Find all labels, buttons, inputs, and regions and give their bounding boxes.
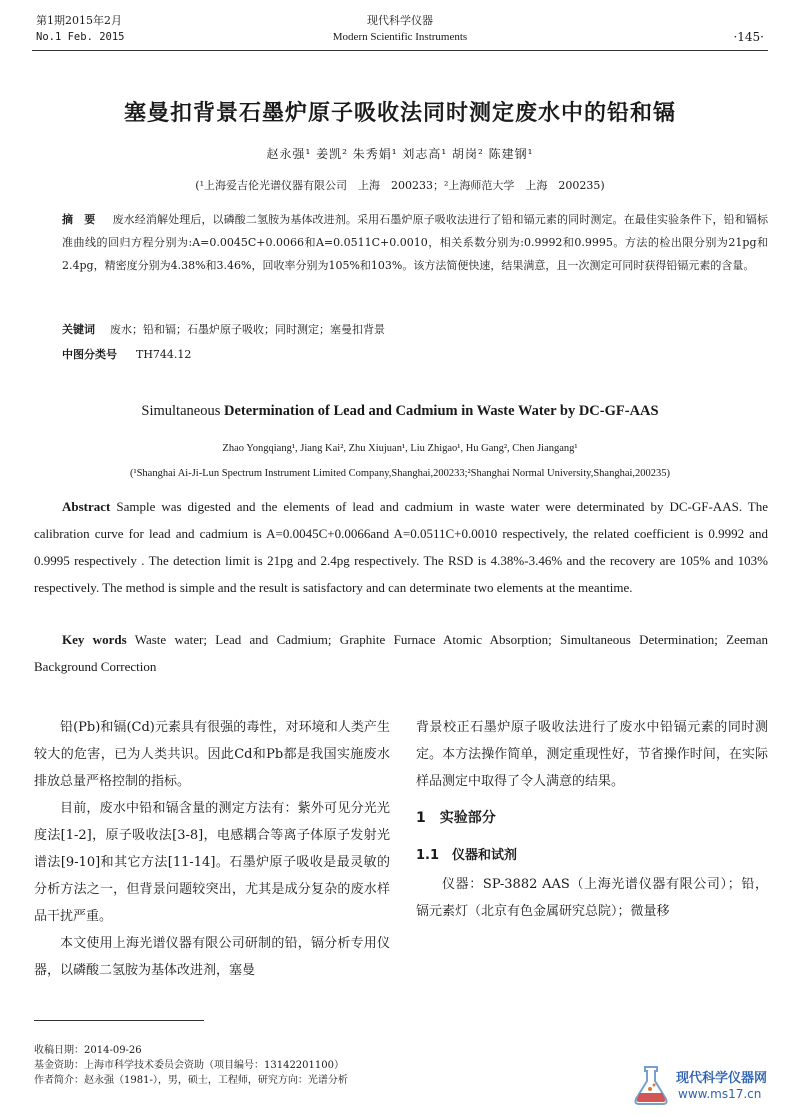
footnote-funding: 基金资助：上海市科学技术委员会资助（项目编号：13142201100） <box>34 1060 344 1071</box>
header-rule <box>32 50 768 51</box>
keywords-cn <box>62 318 768 341</box>
body-left-p1: 铅(Pb)和镉(Cd)元素具有很强的毒性，对环境和人类产生较大的危害，已为人类共识。因此Cd和Pb都是我国实施废水排放总量严格控制的指标。 <box>34 720 390 789</box>
section-1-heading: 1 实验部分 <box>416 810 496 826</box>
keywords-cn-label: 关键词 <box>62 323 95 336</box>
keywords-en-label: Key words <box>62 632 127 647</box>
section-1-1-heading: 1.1 仪器和试剂 <box>416 848 518 863</box>
keywords-en <box>34 626 768 680</box>
abstract-en <box>34 493 768 601</box>
issue-en: No.1 Feb. 2015 <box>36 31 125 43</box>
classification-cn-label: 中图分类号 <box>62 348 117 361</box>
classification-cn-text: TH744.12 <box>136 348 192 361</box>
classification-cn <box>62 343 768 366</box>
abstract-cn <box>62 208 768 277</box>
journal-en: Modern Scientific Instruments <box>332 31 468 43</box>
body-left-p2: 目前，废水中铅和镉含量的测定方法有：紫外可见分光光度法[1-2]，原子吸收法[3-8]，电感耦合等离子体原子发射光谱法[9-10]和其它方法[11-14]。石墨炉原子吸收是最灵敏的分析方法之一，但背景问题较突出，尤其是成分复杂的废水样品干扰严重。 <box>34 801 390 924</box>
keywords-en-text: Waste water; Lead and Cadmium; Graphite Furnace Atomic Absorption; Simultaneous Determination; Zeeman Background Correction <box>34 632 768 674</box>
title-en-part1: Simultaneous <box>141 403 224 419</box>
affiliation-cn: (¹上海爱吉伦光谱仪器有限公司 上海 200233；²上海师范大学 上海 200235) <box>195 179 605 192</box>
footnote-rule <box>34 1020 204 1021</box>
abstract-en-label: Abstract <box>62 499 111 514</box>
issue-cn: 第1期2015年2月 <box>36 14 122 27</box>
abstract-cn-label: 摘 要 <box>62 213 96 226</box>
watermark-url: www.ms17.cn <box>678 1087 762 1101</box>
body-right-p2: 仪器：SP-3882 AAS（上海光谱仪器有限公司）；铅，镉元素灯（北京有色金属研究总院）；微量移 <box>416 877 768 919</box>
body-right-column <box>416 714 768 925</box>
watermark <box>628 1063 768 1107</box>
keywords-cn-text: 废水；铅和镉；石墨炉原子吸收；同时测定；塞曼扣背景 <box>110 323 385 336</box>
body-left-column <box>34 714 390 984</box>
footnote-author: 作者简介：赵永强（1981-），男，硕士，工程师，研究方向：光谱分析 <box>34 1075 348 1086</box>
watermark-name: 现代科学仪器网 <box>676 1071 768 1086</box>
authors-cn: 赵永强¹ 姜凯² 朱秀娟¹ 刘志高¹ 胡岗² 陈建钢¹ <box>266 147 534 161</box>
affiliation-en: (¹Shanghai Ai-Ji-Lun Spectrum Instrument Limited Company,Shanghai,200233;²Shanghai Normal University,Shanghai,200235) <box>129 468 671 479</box>
page-number: ·145· <box>733 30 764 44</box>
title-en-part2: Determination of Lead and Cadmium in Waste Water by DC-GF-AAS <box>223 403 659 419</box>
authors-en: Zhao Yongqiang¹, Jiang Kai², Zhu Xiujuan¹, Liu Zhigao¹, Hu Gang², Chen Jiangang¹ <box>222 443 578 454</box>
journal-cn: 现代科学仪器 <box>367 14 433 27</box>
title-cn: 塞曼扣背景石墨炉原子吸收法同时测定废水中的铅和镉 <box>123 100 676 126</box>
watermark-flask-icon <box>628 1063 674 1107</box>
abstract-en-text: Sample was digested and the elements of lead and cadmium in waste water were determinated by DC-GF-AAS. The calibration curve for lead and cadmium is A=0.0045C+0.0066and A=0.0511C+0.0010 respectively, the related coefficient is 0.9992 and 0.9995 respectively . The detection limit is 21pg and 2.4pg respectively. The RSD is 4.38%-3.46% and the recovery are 105% and 103% respectively. The method is simple and the result is satisfactory and can determinate two elements at the meantime. <box>34 499 769 595</box>
body-right-p1: 背景校正石墨炉原子吸收法进行了废水中铅镉元素的同时测定。本方法操作简单，测定重现性好，节省操作时间，在实际样品测定中取得了令人满意的结果。 <box>416 720 768 789</box>
body-left-p3: 本文使用上海光谱仪器有限公司研制的铅，镉分析专用仪器，以磷酸二氢胺为基体改进剂，塞曼 <box>34 936 390 978</box>
title-en <box>0 403 800 420</box>
abstract-cn-text: 废水经消解处理后，以磷酸二氢胺为基体改进剂。采用石墨炉原子吸收法进行了铅和镉元素的同时测定。在最佳实验条件下，铅和镉标准曲线的回归方程分别为:A=0.0045C+0.0066和A=0.0511C+0.0010，相关系数分别为:0.9992和0.9995。方法的检出限分别为21pg和2.4pg，精密度分别为4.38%和3.46%，回收率分别为105%和103%。该方法简便快速，结果满意，且一次测定可同时获得铅镉元素的含量。 <box>62 213 769 272</box>
footnote-received: 收稿日期：2014-09-26 <box>34 1045 142 1056</box>
